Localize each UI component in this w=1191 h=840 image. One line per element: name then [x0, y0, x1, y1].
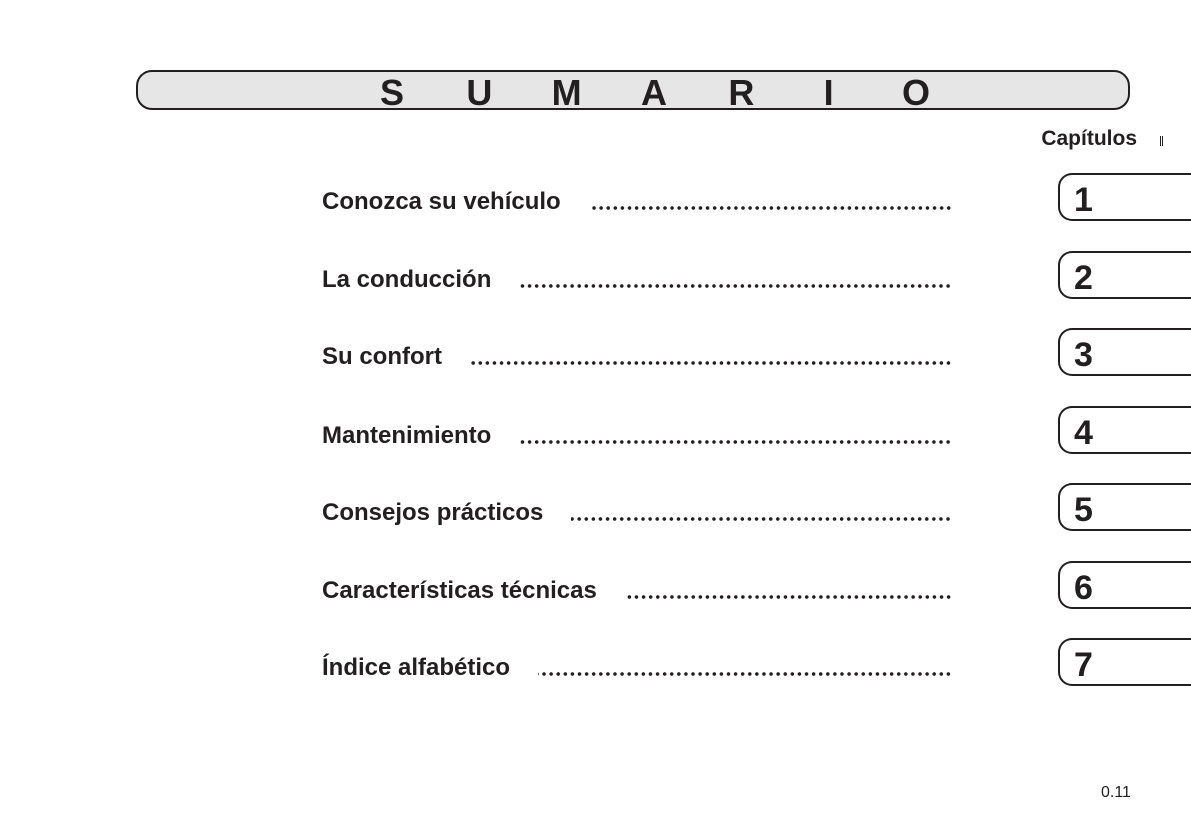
toc-entry-3[interactable] [322, 337, 952, 373]
title-letter: R [728, 72, 755, 113]
dot-leader [519, 284, 952, 288]
toc-entry-label: Mantenimiento [322, 422, 492, 449]
toc-entry-label: Consejos prácticos [322, 499, 544, 526]
toc-entry-2[interactable] [322, 260, 952, 296]
chapter-number: 1 [1074, 181, 1093, 219]
title-letter: A [640, 72, 667, 113]
chapter-tab-3[interactable] [1058, 328, 1191, 376]
chapter-number: 3 [1074, 336, 1093, 374]
toc-entry-label: Conozca su vehículo [322, 188, 561, 215]
chapter-tab-5[interactable] [1058, 483, 1191, 531]
chapter-tab-6[interactable] [1058, 561, 1191, 609]
toc-entry-label: La conducción [322, 266, 492, 293]
chapter-tab-1[interactable] [1058, 173, 1191, 221]
toc-entry-label: Su confort [322, 343, 442, 370]
title-letter: U [466, 72, 493, 113]
title-letter: S [379, 72, 404, 113]
toc-entry-label: Índice alfabético [322, 654, 511, 681]
chapter-number: 5 [1074, 491, 1093, 529]
dot-leader [519, 440, 952, 444]
toc-entry-label: Características técnicas [322, 577, 597, 604]
toc-entry-6[interactable] [322, 571, 952, 607]
dot-leader [625, 595, 952, 599]
chapter-number: 6 [1074, 569, 1093, 607]
chapter-tab-7[interactable] [1058, 638, 1191, 686]
chapter-tab-2[interactable] [1058, 251, 1191, 299]
chapter-number: 2 [1074, 259, 1093, 297]
dot-leader [538, 672, 952, 676]
page-edge-mark [1160, 136, 1163, 146]
toc-entry-7[interactable] [322, 648, 952, 684]
chapter-number: 7 [1074, 646, 1093, 684]
title-letter: O [901, 72, 930, 113]
toc-entry-5[interactable] [322, 493, 952, 529]
chapter-tab-4[interactable] [1058, 406, 1191, 454]
page-number: 0.11 [1101, 784, 1131, 801]
toc-entry-4[interactable] [322, 416, 952, 452]
dot-leader [571, 517, 952, 521]
chapter-number: 4 [1074, 414, 1093, 452]
chapters-heading: Capítulos [1041, 127, 1137, 150]
page-title [374, 73, 934, 113]
toc-entry-1[interactable] [322, 182, 952, 218]
title-letter: I [823, 72, 834, 113]
dot-leader [470, 361, 952, 365]
title-letter: M [551, 72, 582, 113]
dot-leader [589, 206, 952, 210]
